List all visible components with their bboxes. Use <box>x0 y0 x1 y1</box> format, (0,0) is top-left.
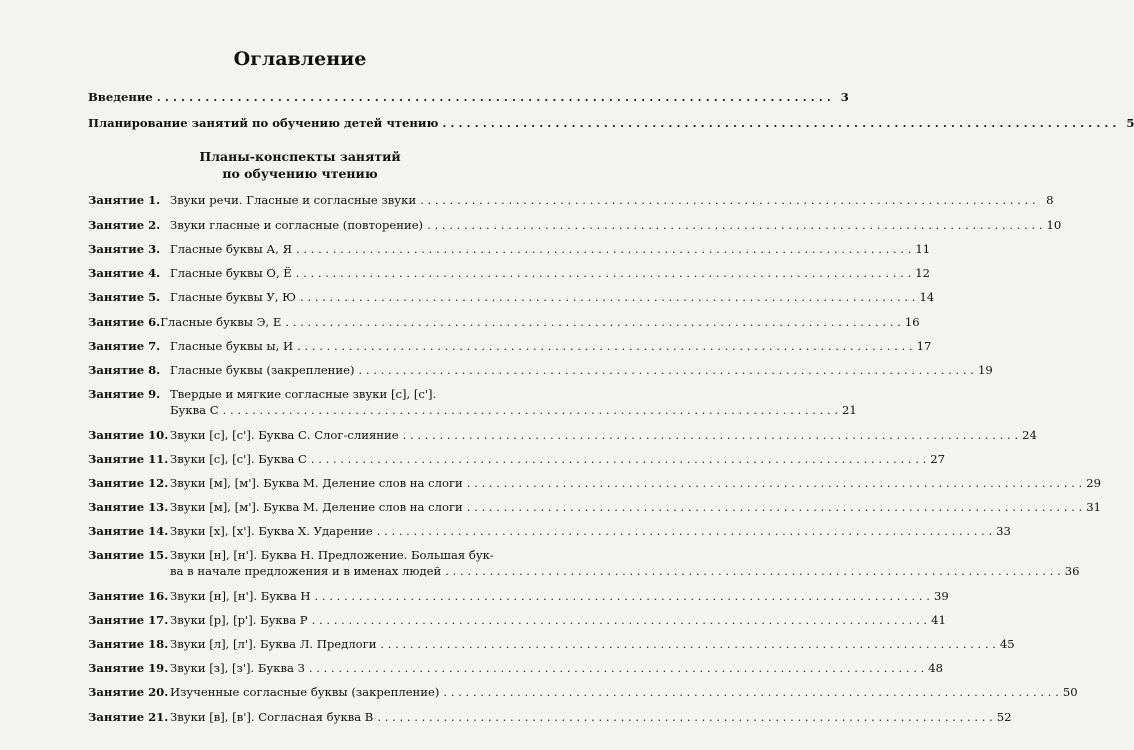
lesson-label: Занятие 21. <box>88 710 169 724</box>
lesson-title: Звуки [р], [р']. Буква Р <box>170 613 308 627</box>
toc-entry-lesson-17 <box>88 613 946 627</box>
lesson-title: Гласные буквы У, Ю <box>170 290 297 304</box>
toc-entry-lesson-8 <box>88 363 993 377</box>
lesson-label: Занятие 15. <box>88 548 169 562</box>
toc-entry-lesson-15-cont <box>170 564 1080 578</box>
lesson-label: Занятие 14. <box>88 524 169 538</box>
lesson-page: 31 <box>1086 500 1101 514</box>
lesson-title: Гласные буквы О, Ё <box>170 266 292 280</box>
lesson-page: 17 <box>916 339 932 353</box>
lesson-page: 45 <box>999 637 1015 651</box>
dot-leader <box>427 218 1042 232</box>
toc-entry-planning <box>88 116 1134 130</box>
lesson-page: 39 <box>933 589 949 603</box>
dot-leader <box>442 116 1116 130</box>
toc-entry-lesson-2 <box>88 218 1062 232</box>
dot-leader <box>380 637 995 651</box>
dot-leader <box>377 524 992 538</box>
toc-entry-lesson-14 <box>88 524 1011 538</box>
lesson-label: Занятие 9. <box>88 387 161 401</box>
lesson-page: 14 <box>919 290 935 304</box>
lesson-page: 52 <box>996 710 1012 724</box>
page-title: Оглавление <box>233 48 367 70</box>
toc-entry-lesson-18 <box>88 637 1015 651</box>
lesson-title-continued: Буква С <box>170 403 219 417</box>
lesson-page: 11 <box>915 242 931 256</box>
lesson-label: Занятие 20. <box>88 685 169 699</box>
lesson-page: 16 <box>904 315 920 329</box>
lesson-label: Занятие 16. <box>88 589 169 603</box>
lesson-label: Занятие 11. <box>88 452 169 466</box>
lesson-title: Звуки [м], [м']. Буква М. Деление слов на слоги <box>170 476 463 490</box>
dot-leader <box>157 90 831 104</box>
lesson-label: Занятие 18. <box>88 637 169 651</box>
lesson-page: 12 <box>915 266 930 280</box>
lesson-label: Занятие 10. <box>88 428 169 442</box>
toc-entry-lesson-11 <box>88 452 946 466</box>
toc-entry-lesson-20 <box>88 685 1078 699</box>
toc-entry-lesson-7 <box>88 339 932 353</box>
dot-leader <box>296 266 911 280</box>
entry-page: 5 <box>1126 116 1134 130</box>
lesson-label: Занятие 8. <box>88 363 161 377</box>
lesson-title: Звуки гласные и согласные (повторение) <box>170 218 424 232</box>
lesson-title: Гласные буквы А, Я <box>170 242 292 256</box>
lesson-page: 8 <box>1046 193 1054 207</box>
lesson-title-continued: ва в начале предложения и в именах людей <box>170 564 442 578</box>
lesson-title: Гласные буквы (закрепление) <box>170 363 355 377</box>
dot-leader <box>312 613 927 627</box>
lesson-title: Твердые и мягкие согласные звуки [с], [с']. <box>170 387 437 401</box>
section-heading-line1: Планы-конспекты занятий <box>199 149 401 164</box>
toc-entry-lesson-9 <box>88 387 513 401</box>
lesson-label: Занятие 5. <box>88 290 161 304</box>
dot-leader <box>377 710 992 724</box>
lesson-page: 36 <box>1064 564 1080 578</box>
lesson-page: 24 <box>1022 428 1037 442</box>
toc-entry-lesson-4 <box>88 266 930 280</box>
toc-entry-lesson-6 <box>88 315 920 329</box>
lesson-title: Гласные буквы Э, Е <box>160 315 282 329</box>
toc-entry-lesson-13 <box>88 500 1101 514</box>
lesson-label: Занятие 12. <box>88 476 169 490</box>
lesson-label: Занятие 1. <box>88 193 161 207</box>
lesson-title: Звуки [з], [з']. Буква З <box>170 661 305 675</box>
dot-leader <box>359 363 974 377</box>
lesson-title: Гласные буквы ы, И <box>170 339 294 353</box>
lesson-title: Звуки [с], [с']. Буква С <box>170 452 307 466</box>
lesson-page: 29 <box>1086 476 1101 490</box>
lesson-title: Звуки [с], [с']. Буква С. Слог-слияние <box>170 428 399 442</box>
lesson-page: 21 <box>842 403 857 417</box>
dot-leader <box>311 452 926 466</box>
lesson-title: Звуки [н], [н']. Буква Н <box>170 589 311 603</box>
toc-entry-lesson-3 <box>88 242 931 256</box>
lesson-title: Звуки [л], [л']. Буква Л. Предлоги <box>170 637 377 651</box>
lesson-label: Занятие 6. <box>88 315 161 329</box>
lesson-label: Занятие 19. <box>88 661 169 675</box>
lesson-page: 33 <box>996 524 1011 538</box>
lesson-page: 50 <box>1062 685 1078 699</box>
lesson-page: 10 <box>1046 218 1062 232</box>
toc-entry-lesson-12 <box>88 476 1101 490</box>
dot-leader <box>297 339 912 353</box>
dot-leader <box>443 685 1058 699</box>
lesson-label: Занятие 3. <box>88 242 161 256</box>
lesson-title: Звуки [н], [н']. Буква Н. Предложение. Большая бук- <box>170 548 494 562</box>
lesson-page: 48 <box>928 661 944 675</box>
dot-leader <box>300 290 915 304</box>
lesson-title: Звуки [х], [х']. Буква Х. Ударение <box>170 524 373 538</box>
lesson-title: Звуки [м], [м']. Буква М. Деление слов на слоги <box>170 500 463 514</box>
dot-leader <box>467 476 1082 490</box>
lesson-page: 27 <box>930 452 946 466</box>
dot-leader <box>223 403 838 417</box>
entry-title: Введение <box>88 90 153 104</box>
entry-page: 3 <box>840 90 849 104</box>
lesson-label: Занятие 4. <box>88 266 161 280</box>
toc-entry-lesson-9-cont <box>170 403 857 417</box>
dot-leader <box>467 500 1082 514</box>
dot-leader <box>315 589 930 603</box>
dot-leader <box>309 661 924 675</box>
dot-leader <box>445 564 1060 578</box>
lesson-label: Занятие 2. <box>88 218 161 232</box>
entry-title: Планирование занятий по обучению детей чтению <box>88 116 439 130</box>
toc-entry-lesson-5 <box>88 290 935 304</box>
dot-leader <box>296 242 911 256</box>
toc-entry-lesson-19 <box>88 661 944 675</box>
dot-leader <box>285 315 900 329</box>
toc-entry-lesson-16 <box>88 589 949 603</box>
dot-leader <box>403 428 1018 442</box>
toc-entry-lesson-21 <box>88 710 1012 724</box>
lesson-page: 19 <box>977 363 993 377</box>
lesson-title: Звуки [в], [в']. Согласная буква В <box>170 710 374 724</box>
toc-entry-lesson-15 <box>88 548 513 562</box>
lesson-label: Занятие 13. <box>88 500 169 514</box>
toc-entry-lesson-1 <box>88 193 1054 207</box>
section-heading-line2: по обучению чтению <box>222 166 378 181</box>
lesson-label: Занятие 17. <box>88 613 169 627</box>
dot-leader <box>420 193 1035 207</box>
toc-entry-intro <box>88 90 849 104</box>
lesson-title: Звуки речи. Гласные и согласные звуки <box>170 193 417 207</box>
toc-entry-lesson-10 <box>88 428 1037 442</box>
lesson-title: Изученные согласные буквы (закрепление) <box>170 685 440 699</box>
lesson-label: Занятие 7. <box>88 339 161 353</box>
lesson-page: 41 <box>931 613 946 627</box>
